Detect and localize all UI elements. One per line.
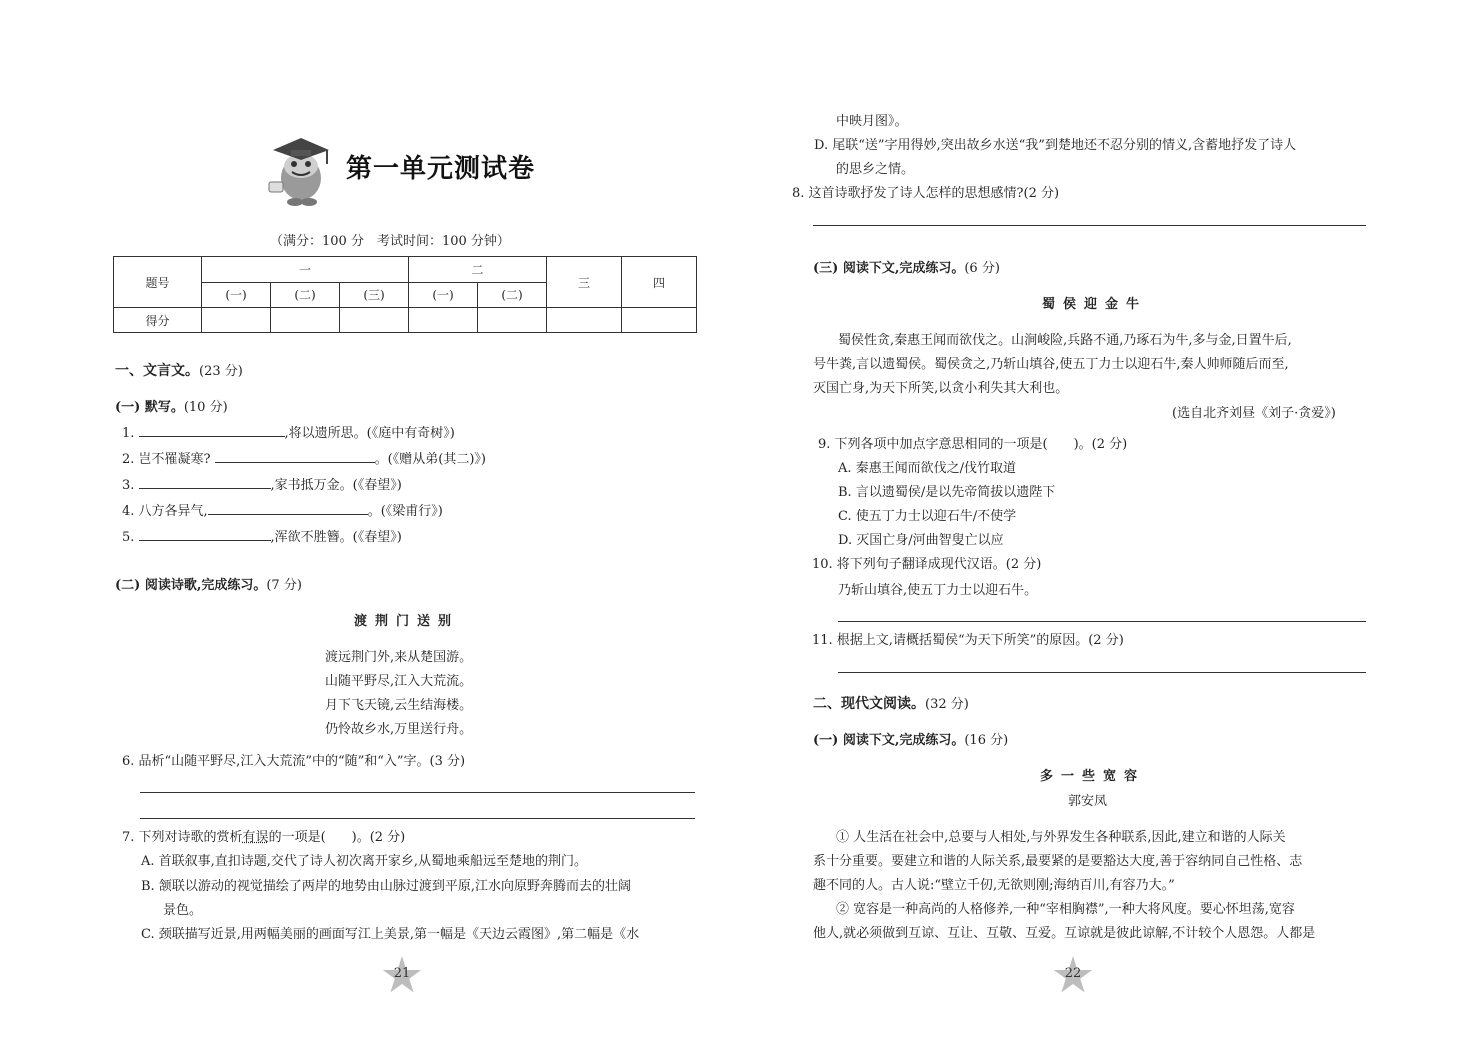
poem-title: 渡荆门送别 [354, 614, 460, 629]
table-sub-2: (二) [271, 282, 340, 308]
question-10-sentence: 乃斩山填谷,使五丁力士以迎石牛。 [838, 583, 1038, 598]
article-title: 多一些宽容 [1040, 769, 1146, 784]
section-1-heading: 一、文言文。(23 分) [115, 363, 243, 379]
question-4: 4. 八方各异气, 。(《梁甫行》) [122, 500, 443, 519]
answer-line[interactable] [838, 621, 1366, 622]
score-cell[interactable] [622, 308, 697, 333]
subsection-poem: (二) 阅读诗歌,完成练习。(7 分) [115, 578, 302, 593]
page-title: 第一单元测试卷 [346, 154, 536, 184]
answer-line[interactable] [140, 792, 695, 793]
article-line: 趣不同的人。古人说:“壁立千仞,无欲则刚;海纳百川,有容乃大。” [813, 878, 1175, 893]
option-d: D. 尾联“送”字用得妙,突出故乡水送“我”到楚地还不忍分别的情义,含蓄地抒发了诗人 [814, 138, 1297, 153]
page-number: 22 [1064, 966, 1082, 981]
subsection-classical: (三) 阅读下文,完成练习。(6 分) [813, 261, 1000, 276]
poem-line: 山随平野尽,江入大荒流。 [325, 674, 473, 689]
question-11: 11. 根据上文,请概括蜀侯“为天下所笑”的原因。(2 分) [812, 633, 1124, 648]
question-5: 5. ,浑欲不胜簪。(《春望》) [122, 526, 402, 545]
answer-line[interactable] [813, 225, 1366, 226]
emphasis-dots: 有误 [242, 830, 269, 845]
answer-blank[interactable] [139, 423, 285, 437]
option-c-cont: 中映月图》。 [836, 114, 908, 129]
exam-meta: （满分：100 分 考试时间：100 分钟） [270, 234, 510, 249]
subsection-dictation: (一) 默写。(10 分) [115, 400, 228, 415]
option-b: B. 言以遗蜀侯/是以先帝简拔以遗陛下 [838, 485, 1056, 500]
option-b-cont: 景色。 [163, 903, 203, 918]
answer-line[interactable] [838, 672, 1366, 673]
table-group-2: 二 [409, 257, 547, 283]
option-b: B. 颔联以游动的视觉描绘了两岸的地势由山脉过渡到平原,江水向原野奔腾而去的壮阔 [141, 879, 631, 894]
article-line: ② 宽容是一种高尚的人格修养,一种“宰相胸襟”,一种大将风度。要心怀坦荡,宽容 [836, 902, 1295, 917]
table-sub-5: (二) [478, 282, 547, 308]
table-header-question: 题号 [114, 257, 202, 308]
table-group-3: 三 [547, 257, 622, 308]
question-8: 8. 这首诗歌抒发了诗人怎样的思想感情?(2 分) [792, 186, 1060, 201]
table-header-score: 得分 [114, 308, 202, 333]
option-a: A. 秦惠王闻而欲伐之/伐竹取道 [838, 461, 1017, 476]
table-sub-3: (三) [340, 282, 409, 308]
article-author: 郭安凤 [1068, 794, 1108, 809]
table-sub-4: (一) [409, 282, 478, 308]
score-cell[interactable] [340, 308, 409, 333]
option-d-cont: 的思乡之情。 [836, 162, 915, 177]
question-10: 10. 将下列句子翻译成现代汉语。(2 分) [812, 557, 1042, 572]
answer-blank[interactable] [215, 449, 375, 463]
score-cell[interactable] [202, 308, 271, 333]
article-line: ① 人生活在社会中,总要与人相处,与外界发生各种联系,因此,建立和谐的人际关 [836, 830, 1286, 845]
question-1: 1. ,将以遗所思。(《庭中有奇树》) [122, 422, 455, 441]
score-cell[interactable] [478, 308, 547, 333]
question-2: 2. 岂不罹凝寒? 。(《赠从弟(其二)》) [122, 448, 486, 467]
question-7: 7. 下列对诗歌的赏析有误的一项是( )。(2 分) [122, 830, 406, 845]
question-9: 9. 下列各项中加点字意思相同的一项是( )。(2 分) [818, 437, 1128, 452]
page-right [740, 0, 1480, 1047]
essay-line: 蜀侯性贪,秦惠王闻而欲伐之。山涧峻险,兵路不通,乃琢石为牛,多与金,日置牛后, [838, 333, 1292, 348]
score-table [113, 256, 697, 333]
essay-source: (选自北齐刘昼《刘子·贪爱》) [1172, 406, 1336, 421]
answer-line[interactable] [140, 818, 695, 819]
table-group-4: 四 [622, 257, 697, 308]
option-c: C. 颈联描写近景,用两幅美丽的画面写江上美景,第一幅是《天边云霞图》,第二幅是《水 [141, 927, 640, 942]
score-cell[interactable] [409, 308, 478, 333]
poem-line: 仍怜故乡水,万里送行舟。 [325, 722, 473, 737]
essay-line: 号牛粪,言以遗蜀侯。蜀侯贪之,乃斩山填谷,使五丁力士以迎石牛,秦人帅师随后而至, [813, 357, 1289, 372]
poem-line: 月下飞天镜,云生结海楼。 [325, 698, 473, 713]
essay-title: 蜀侯迎金牛 [1042, 297, 1148, 312]
answer-blank[interactable] [139, 475, 271, 489]
option-d: D. 灭国亡身/河曲智叟亡以应 [838, 533, 1004, 548]
option-a: A. 首联叙事,直扣诗题,交代了诗人初次离开家乡,从蜀地乘船远至楚地的荆门。 [141, 854, 588, 869]
answer-blank[interactable] [139, 527, 271, 541]
poem-line: 渡远荆门外,来从楚国游。 [325, 650, 473, 665]
article-line: 他人,就必须做到互谅、互让、互敬、互爱。互谅就是彼此谅解,不计较个人恩怨。人都是 [813, 926, 1316, 941]
question-3: 3. ,家书抵万金。(《春望》) [122, 474, 402, 493]
table-sub-1: (一) [202, 282, 271, 308]
score-cell[interactable] [547, 308, 622, 333]
option-c: C. 使五丁力士以迎石牛/不使学 [838, 509, 1017, 524]
graduate-mascot-icon [265, 128, 335, 208]
article-line: 系十分重要。要建立和谐的人际关系,最要紧的是要豁达大度,善于容纳同自己性格、志 [813, 854, 1303, 869]
score-cell[interactable] [271, 308, 340, 333]
section-2-heading: 二、现代文阅读。(32 分) [813, 696, 969, 712]
question-6: 6. 品析“山随平野尽,江入大荒流”中的“随”和“入”字。(3 分) [122, 754, 466, 769]
answer-blank[interactable] [208, 501, 368, 515]
table-group-1: 一 [202, 257, 409, 283]
subsection-modern: (一) 阅读下文,完成练习。(16 分) [813, 733, 1009, 748]
essay-line: 灭国亡身,为天下所笑,以贪小利失其大利也。 [813, 381, 1069, 396]
page-number: 21 [393, 966, 411, 981]
